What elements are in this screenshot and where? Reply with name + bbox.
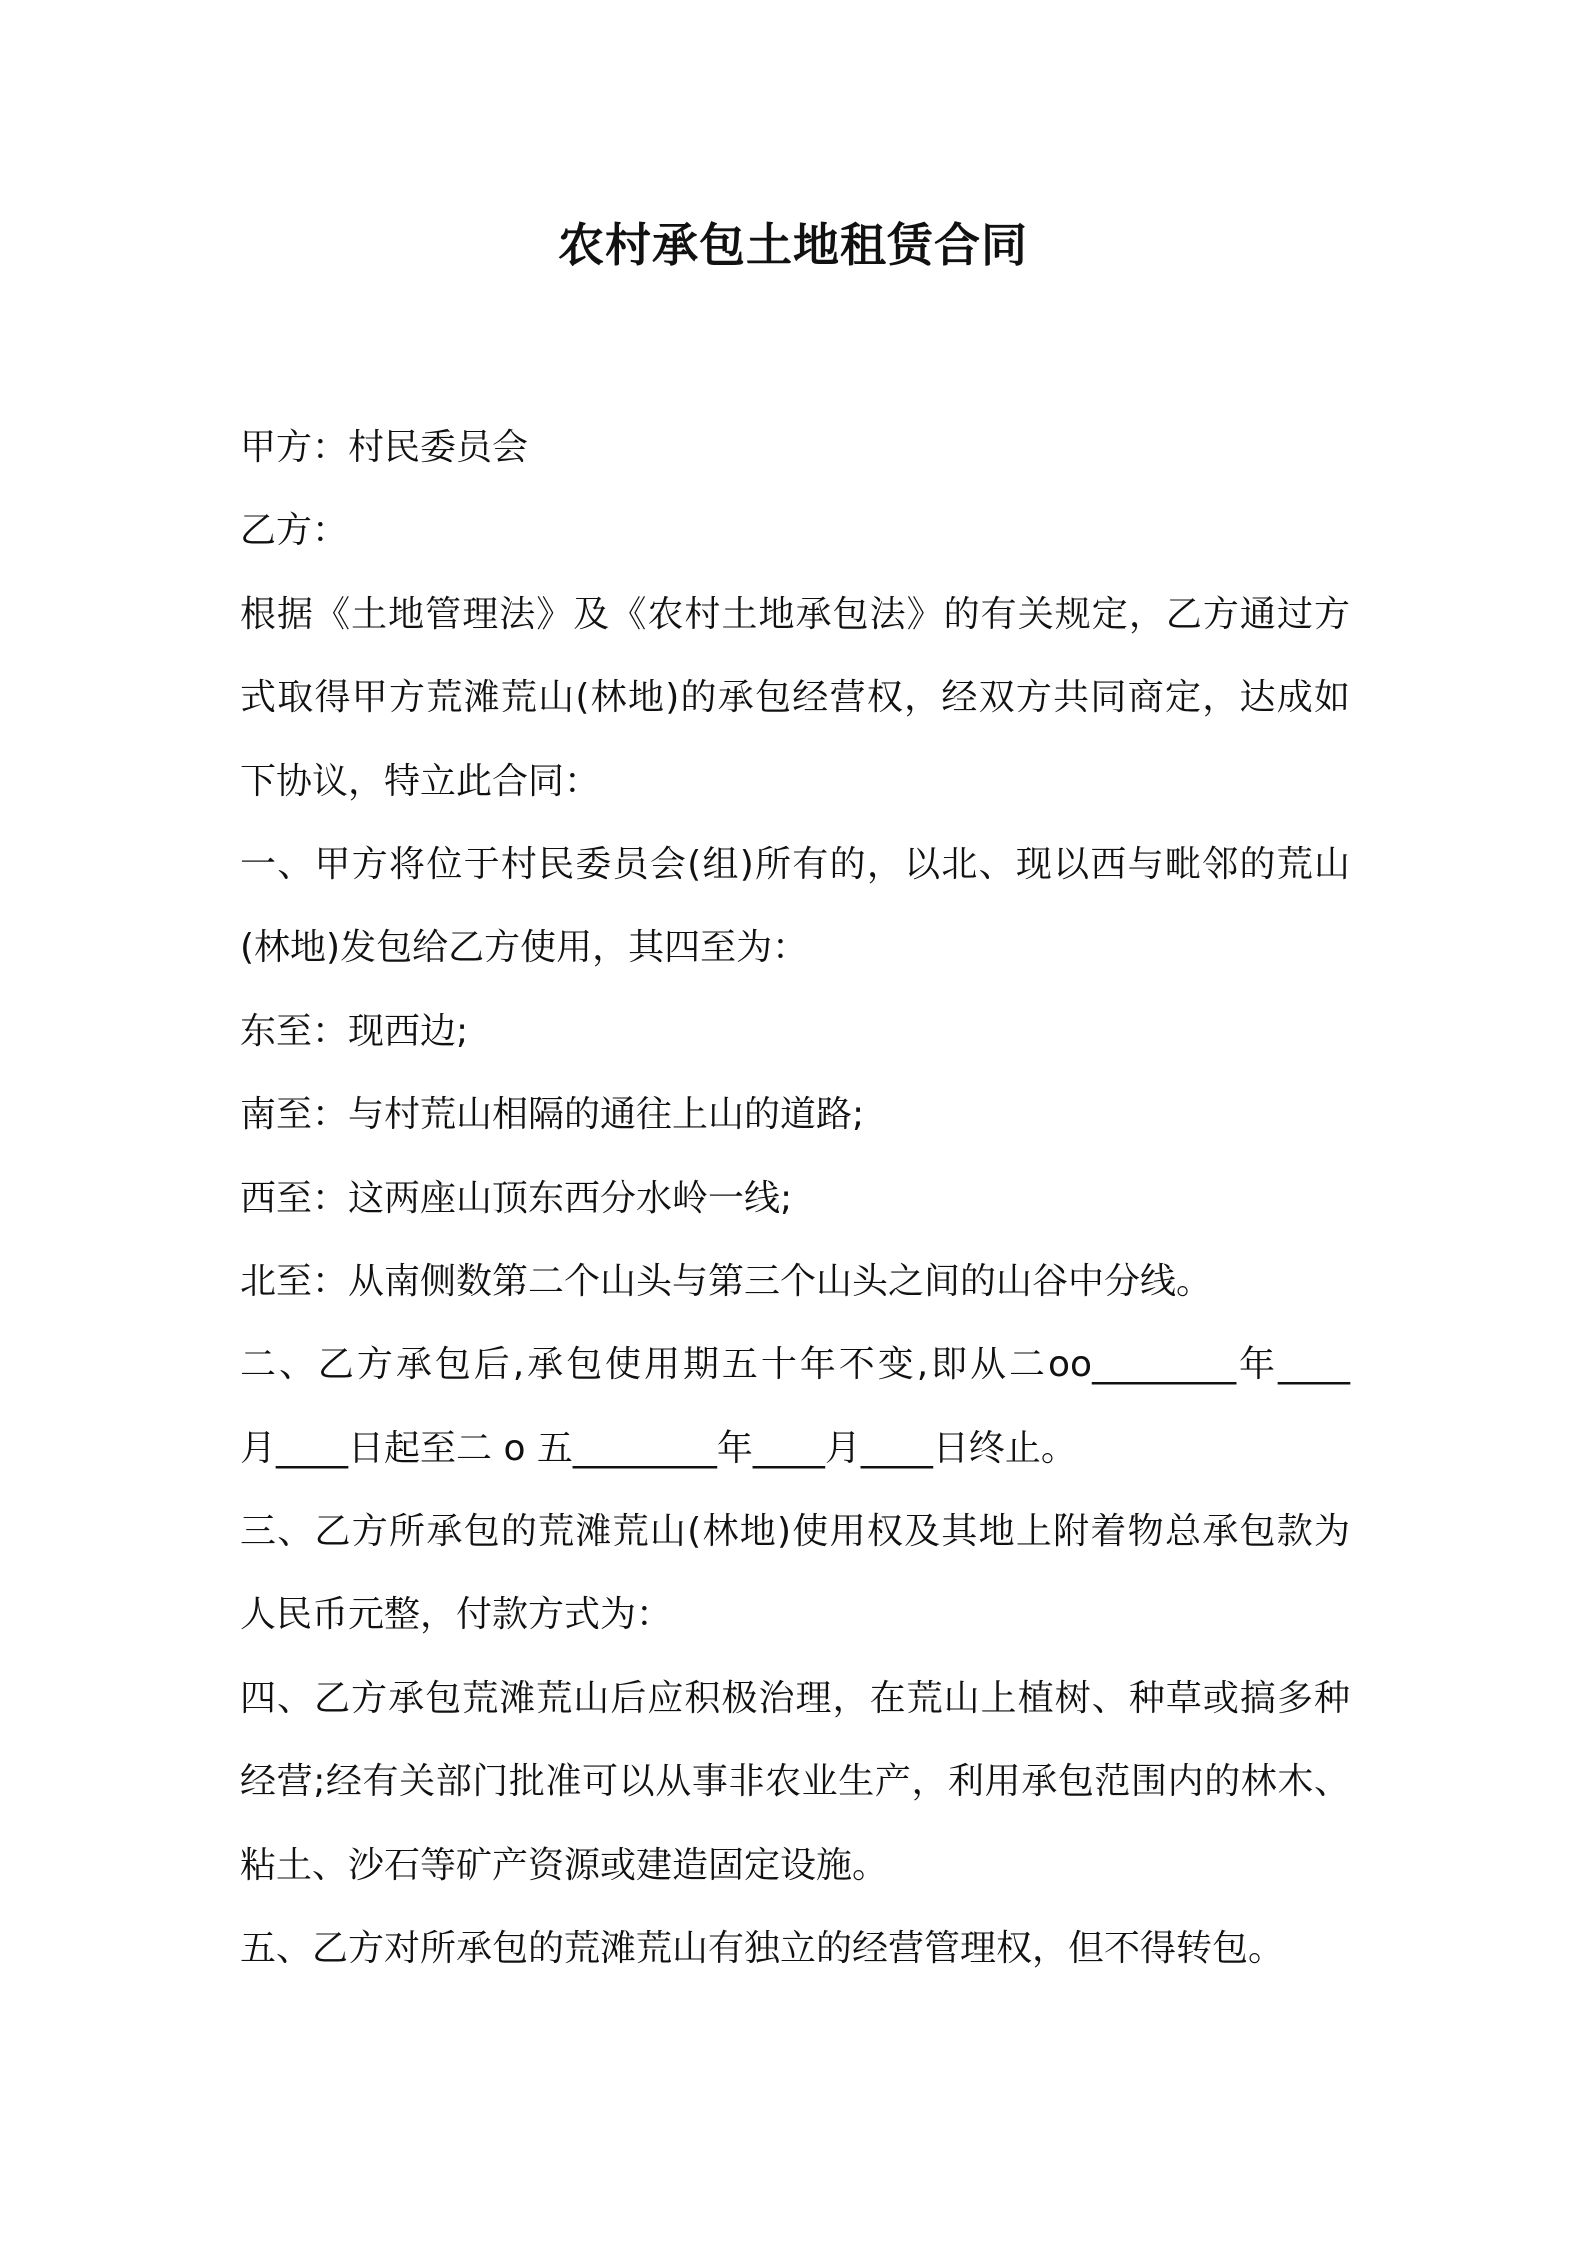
clause-line: (林地)发包给乙方使用，其四至为：: [240, 927, 809, 969]
paragraph-line: 式取得甲方荒滩荒山(林地)的承包经营权，经双方共同商定，达成如: [240, 677, 1350, 719]
clause-line: 四、乙方承包荒滩荒山后应积极治理，在荒山上植树、种草或搞多种: [240, 1677, 1350, 1719]
party-a-line: 甲方：村民委员会: [240, 427, 529, 468]
clause-line: 二、乙方承包后,承包使用期五十年不变,即从二oo________年____: [240, 1344, 1350, 1386]
boundary-south-line: 南至：与村荒山相隔的通往上山的道路;: [240, 1094, 865, 1136]
clause-line: 人民币元整，付款方式为：: [240, 1594, 673, 1636]
party-b-line: 乙方：: [240, 510, 349, 552]
document-title: 农村承包土地租赁合同: [558, 218, 1028, 272]
boundary-east-line: 东至：现西边;: [240, 1010, 469, 1052]
document-body: [240, 406, 1350, 1990]
clause-line: 五、乙方对所承包的荒滩荒山有独立的经营管理权，但不得转包。: [240, 1928, 1285, 1970]
paragraph-line: 根据《土地管理法》及《农村土地承包法》的有关规定，乙方通过方: [240, 593, 1350, 635]
clause-line: 月____日起至二 o 五________年____月____日终止。: [240, 1427, 1077, 1469]
boundary-north-line: 北至：从南侧数第二个山头与第三个山头之间的山谷中分线。: [240, 1260, 1213, 1302]
clause-line: 三、乙方所承包的荒滩荒山(林地)使用权及其地上附着物总承包款为: [240, 1511, 1350, 1553]
boundary-west-line: 西至：这两座山顶东西分水岭一线;: [240, 1177, 793, 1219]
paragraph-line: 下协议，特立此合同：: [240, 760, 601, 802]
clause-line: 粘土、沙石等矿产资源或建造固定设施。: [240, 1844, 889, 1886]
clause-line: 经营;经有关部门批准可以从事非农业生产，利用承包范围内的林木、: [240, 1761, 1350, 1803]
clause-line: 一、甲方将位于村民委员会(组)所有的，以北、现以西与毗邻的荒山: [240, 843, 1350, 885]
